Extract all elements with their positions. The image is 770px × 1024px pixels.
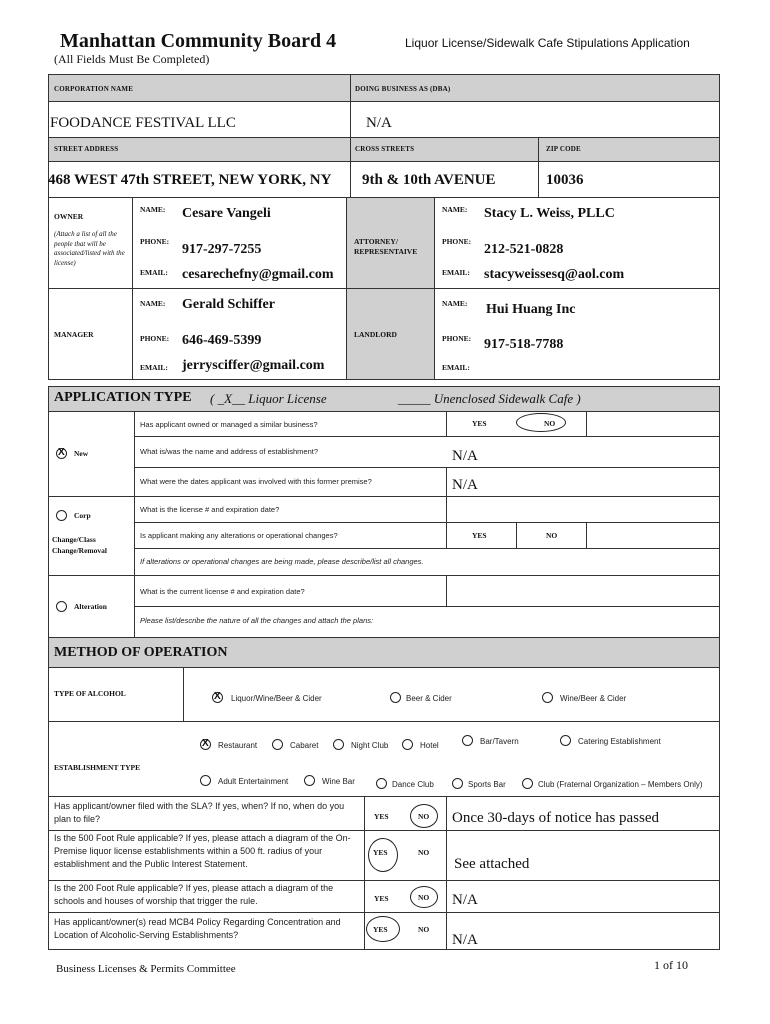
estab-sportsbar-label: Sports Bar	[468, 780, 506, 789]
alcohol-liquor-radio[interactable]	[212, 692, 223, 703]
alcohol-beer-radio[interactable]	[390, 692, 401, 703]
estab-hotel-radio[interactable]	[402, 739, 413, 750]
corp-label: Corp	[74, 511, 91, 520]
similar-yes[interactable]: YES	[472, 419, 487, 428]
estab-catering-radio[interactable]	[560, 735, 571, 746]
estab-hotel-label: Hotel	[420, 741, 439, 750]
q-mcb4-policy: Has applicant/owner(s) read MCB4 Policy Regarding Concentration and Location of Alcoholic-Serving Establishments?	[54, 917, 341, 940]
q-former-dates: What were the dates applicant was involved with this former premise?	[140, 477, 372, 486]
corp-name-value[interactable]: FOODANCE FESTIVAL LLC	[50, 115, 236, 131]
estab-bar-label: Bar/Tavern	[480, 737, 519, 746]
estab-cabaret-radio[interactable]	[272, 739, 283, 750]
owner-email-value[interactable]: cesarechefny@gmail.com	[182, 267, 334, 282]
establishment-type-label: ESTABLISHMENT TYPE	[54, 763, 141, 772]
page-subtitle: (All Fields Must Be Completed)	[54, 52, 210, 66]
zip-value[interactable]: 10036	[546, 172, 584, 188]
landlord-phone-value[interactable]: 917-518-7788	[484, 337, 564, 352]
app-type-title: APPLICATION TYPE	[54, 390, 192, 405]
landlord-name-value[interactable]: Hui Huang Inc	[486, 302, 576, 317]
similar-no[interactable]: NO	[544, 419, 556, 428]
manager-phone-label: PHONE:	[140, 334, 170, 343]
dba-label: DOING BUSINESS AS (DBA)	[355, 85, 451, 93]
sla-no[interactable]: NO	[418, 812, 430, 821]
500ft-no[interactable]: NO	[418, 848, 430, 857]
alcohol-beer-label: Beer & Cider	[406, 694, 452, 703]
estab-nightclub-label: Night Club	[351, 741, 389, 750]
estab-restaurant-radio[interactable]	[200, 739, 211, 750]
manager-name-label: NAME:	[140, 299, 166, 308]
estab-nightclub-radio[interactable]	[333, 739, 344, 750]
q-current-license: What is the current license # and expiration date?	[140, 587, 305, 596]
liquor-license-option[interactable]: ( _X__ Liquor License	[210, 391, 327, 406]
manager-email-value[interactable]: jerrysciffer@gmail.com	[182, 358, 325, 373]
sidewalk-cafe-option[interactable]: _____ Unenclosed Sidewalk Cafe )	[398, 391, 581, 406]
estab-sportsbar-radio[interactable]	[452, 778, 463, 789]
owner-name-label: NAME:	[140, 205, 166, 214]
attorney-email-label: EMAIL:	[442, 268, 470, 277]
200ft-answer[interactable]: N/A	[452, 892, 478, 908]
footer-committee: Business Licenses & Permits Committee	[56, 963, 236, 975]
q-200-foot-rule: Is the 200 Foot Rule applicable? If yes, please attach a diagram of the schools and houses of worship that trigger the rule.	[54, 883, 334, 906]
establishment-name-answer[interactable]: N/A	[452, 448, 478, 464]
alcohol-wine-radio[interactable]	[542, 692, 553, 703]
page-number: 1 of 10	[654, 958, 688, 972]
new-radio[interactable]	[56, 448, 67, 459]
attorney-label: ATTORNEY/ REPRESENTAIVE	[354, 237, 418, 256]
estab-club-label: Club (Fraternal Organization – Members Only)	[538, 780, 703, 789]
estab-club-radio[interactable]	[522, 778, 533, 789]
street-value[interactable]: 468 WEST 47th STREET, NEW YORK, NY	[48, 172, 332, 188]
alteration-label: Alteration	[74, 602, 107, 611]
similar-no-circle[interactable]	[516, 413, 566, 432]
alcohol-type-label: TYPE OF ALCOHOL	[54, 689, 126, 698]
estab-danceclub-radio[interactable]	[376, 778, 387, 789]
alteration-radio[interactable]	[56, 601, 67, 612]
500ft-yes[interactable]: YES	[373, 848, 388, 857]
change-label: Change/Class Change/Removal	[52, 535, 107, 555]
owner-name-value[interactable]: Cesare Vangeli	[182, 206, 271, 221]
owner-email-label: EMAIL:	[140, 268, 168, 277]
alcohol-wine-label: Wine/Beer & Cider	[560, 694, 627, 703]
cross-streets-value[interactable]: 9th & 10th AVENUE	[362, 172, 496, 188]
corp-name-label: CORPORATION NAME	[54, 85, 134, 93]
200ft-no[interactable]: NO	[418, 893, 430, 902]
policy-yes[interactable]: YES	[373, 925, 388, 934]
new-label: New	[74, 449, 89, 458]
page-title: Manhattan Community Board 4	[60, 30, 337, 52]
q-similar-business: Has applicant owned or managed a similar business?	[140, 420, 318, 429]
q-500-foot-rule: Is the 500 Foot Rule applicable? If yes, please attach a diagram of the On-Premise liquor license establishments within a 500 ft. radius of your establishment and the Public Interest Statement.	[54, 833, 351, 869]
alcohol-liquor-label: Liquor/Wine/Beer & Cider	[231, 694, 322, 703]
q-alterations: Is applicant making any alterations or operational changes?	[140, 531, 338, 540]
street-label: STREET ADDRESS	[54, 145, 119, 153]
manager-label: MANAGER	[54, 330, 94, 339]
owner-note: (Attach a list of all the people that will be associated/listed with the license)	[54, 230, 125, 267]
method-title: METHOD OF OPERATION	[54, 645, 228, 660]
former-dates-answer[interactable]: N/A	[452, 477, 478, 493]
landlord-phone-label: PHONE:	[442, 334, 472, 343]
alterations-no[interactable]: NO	[546, 531, 558, 540]
manager-phone-value[interactable]: 646-469-5399	[182, 333, 262, 348]
q-license-expiration: What is the license # and expiration date?	[140, 505, 280, 514]
q-describe-changes: If alterations or operational changes are being made, please describe/list all changes.	[140, 557, 424, 566]
estab-cabaret-label: Cabaret	[290, 741, 319, 750]
attorney-name-label: NAME:	[442, 205, 468, 214]
200ft-yes[interactable]: YES	[374, 894, 389, 903]
attorney-name-value[interactable]: Stacy L. Weiss, PLLC	[484, 206, 615, 221]
estab-danceclub-label: Dance Club	[392, 780, 434, 789]
attorney-phone-label: PHONE:	[442, 237, 472, 246]
policy-no[interactable]: NO	[418, 925, 430, 934]
attorney-phone-value[interactable]: 212-521-0828	[484, 242, 564, 257]
landlord-name-label: NAME:	[442, 299, 468, 308]
manager-email-label: EMAIL:	[140, 363, 168, 372]
sla-yes[interactable]: YES	[374, 812, 389, 821]
owner-phone-label: PHONE:	[140, 237, 170, 246]
zip-label: ZIP CODE	[546, 145, 581, 153]
corp-radio[interactable]	[56, 510, 67, 521]
landlord-email-label: EMAIL:	[442, 363, 470, 372]
estab-winebar-radio[interactable]	[304, 775, 315, 786]
method-body	[48, 667, 720, 797]
estab-adult-label: Adult Entertainment	[218, 777, 289, 786]
sla-answer[interactable]: Once 30-days of notice has passed	[452, 810, 660, 826]
attorney-email-value[interactable]: stacyweissesq@aol.com	[484, 267, 625, 282]
owner-label: OWNER	[54, 212, 84, 221]
q-establishment-name: What is/was the name and address of establishment?	[140, 447, 319, 456]
estab-adult-radio[interactable]	[200, 775, 211, 786]
estab-catering-label: Catering Establishment	[578, 737, 661, 746]
estab-winebar-label: Wine Bar	[322, 777, 355, 786]
owner-phone-value[interactable]: 917-297-7255	[182, 242, 262, 257]
estab-bar-radio[interactable]	[462, 735, 473, 746]
estab-restaurant-label: Restaurant	[218, 741, 258, 750]
dba-value[interactable]: N/A	[366, 115, 392, 131]
landlord-label: LANDLORD	[354, 330, 397, 339]
500ft-answer[interactable]: See attached	[454, 856, 530, 872]
alterations-yes[interactable]: YES	[472, 531, 487, 540]
manager-name-value[interactable]: Gerald Schiffer	[182, 297, 275, 312]
cross-streets-label: CROSS STREETS	[355, 145, 415, 153]
q-sla-filed: Has applicant/owner filed with the SLA? If yes, when? If no, when do you plan to file?	[54, 801, 345, 824]
q-list-changes: Please list/describe the nature of all the changes and attach the plans:	[140, 616, 374, 625]
policy-answer[interactable]: N/A	[452, 932, 478, 948]
form-name: Liquor License/Sidewalk Cafe Stipulations Application	[405, 36, 690, 50]
